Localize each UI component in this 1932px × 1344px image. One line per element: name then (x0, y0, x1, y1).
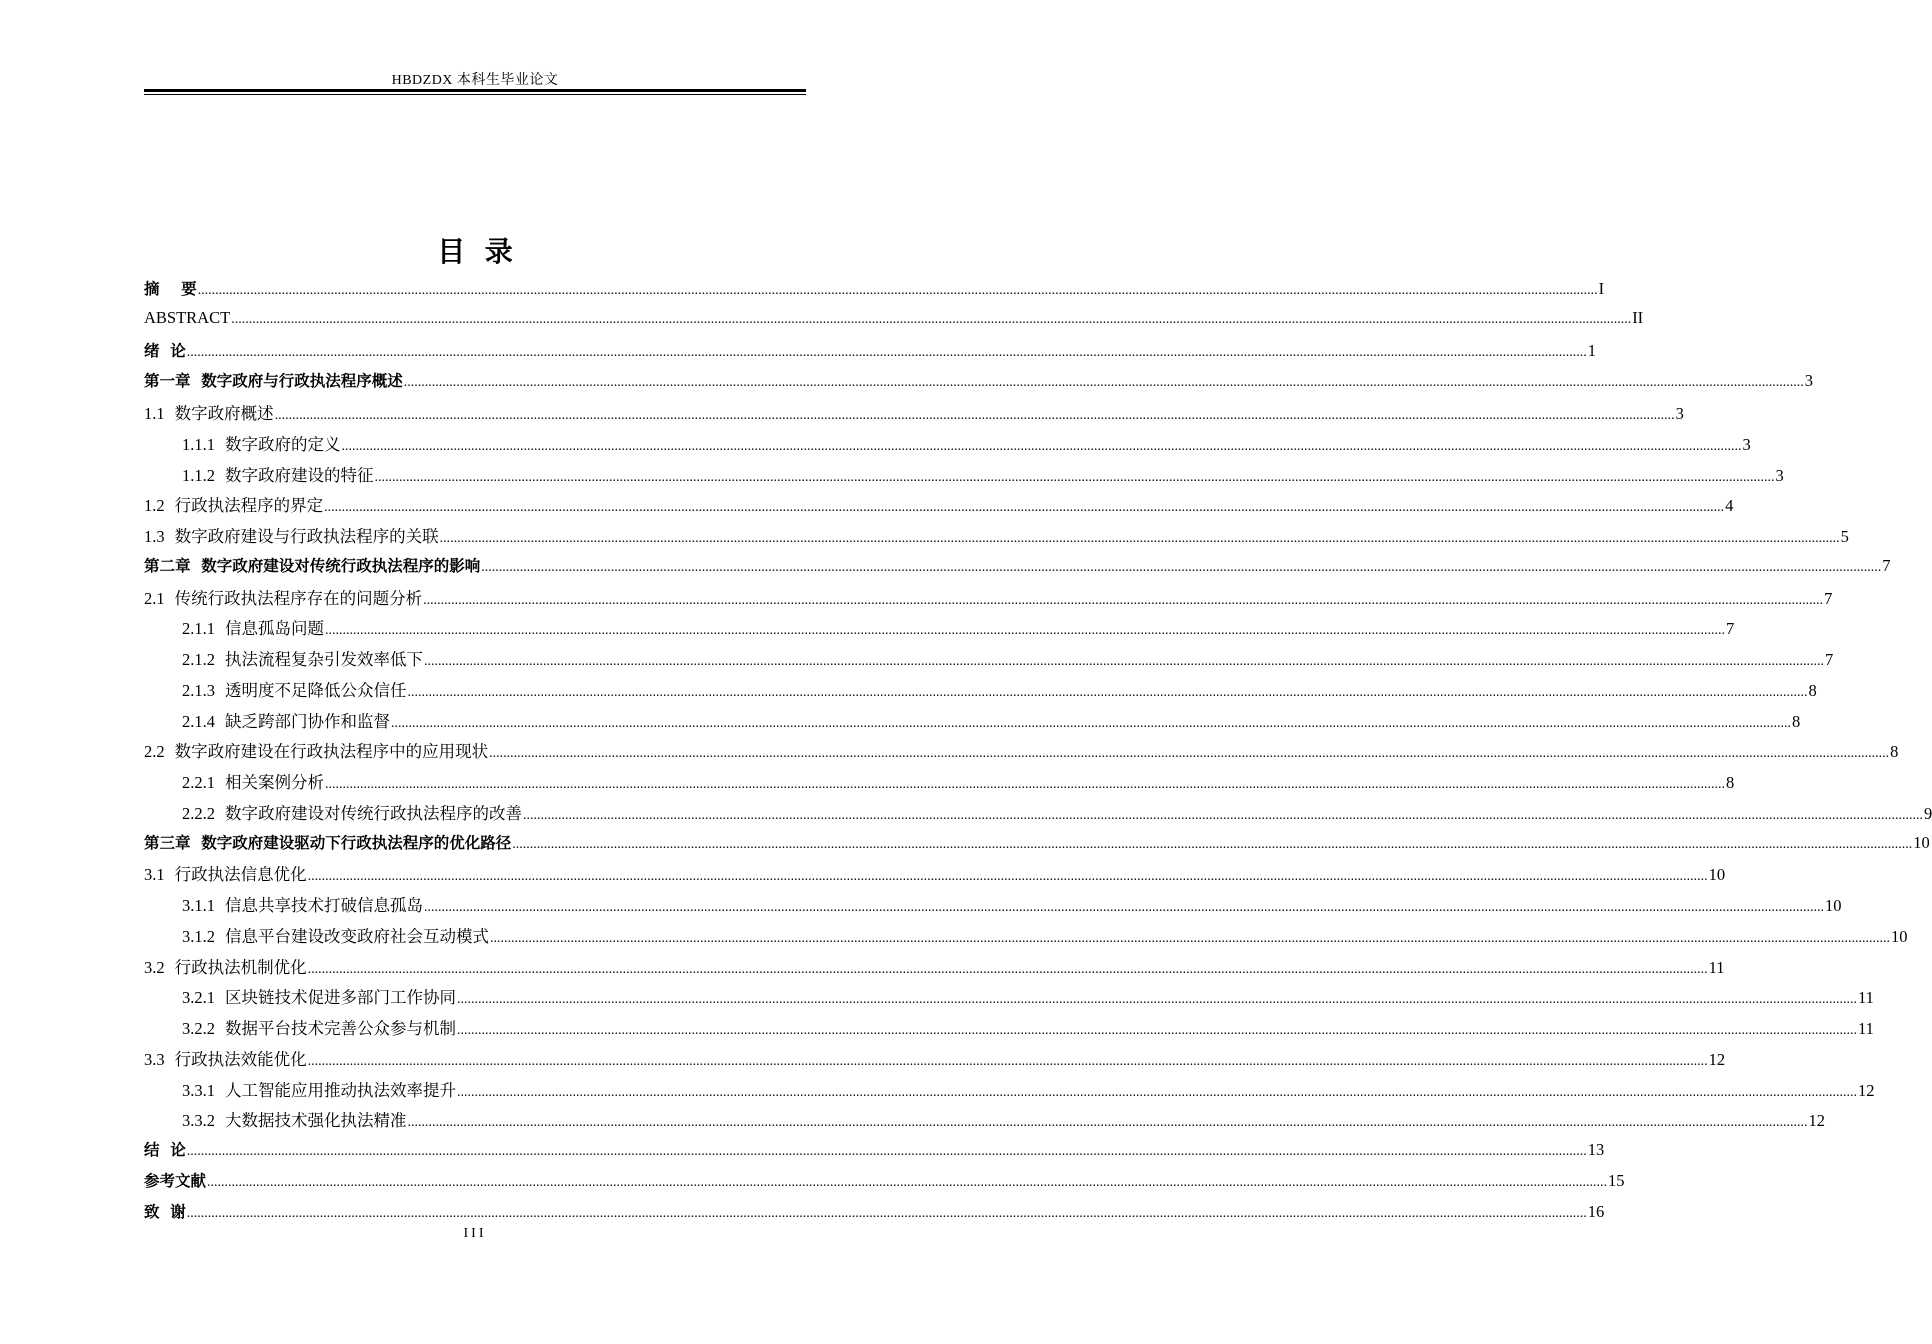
dot-leader: ................................................................................................................................................................................................................................................................................................................................................................................................................ (457, 992, 1857, 1008)
toc-entry-label: 行政执法效能优化 (174, 1049, 307, 1069)
toc-entry-page: 11 (1708, 957, 1725, 977)
toc-entry[interactable] (144, 923, 1908, 954)
toc-entry-page: 12 (1858, 1080, 1875, 1100)
toc-entry-title (144, 1138, 186, 1160)
toc-entry[interactable] (144, 492, 1734, 523)
toc-entry[interactable] (144, 615, 1735, 646)
dot-leader: ................................................................................................................................................................................................................................................................................................................................................................................................................ (307, 961, 1708, 977)
dot-leader: ................................................................................................................................................................................................................................................................................................................................................................................................................ (197, 283, 1598, 298)
toc-entry-page: 8 (1726, 773, 1735, 792)
toc-entry-page: 7 (1825, 650, 1834, 669)
toc-entry[interactable] (144, 677, 1817, 708)
toc-entry-page: 4 (1725, 496, 1734, 516)
toc-entry[interactable] (144, 339, 1597, 370)
toc-entry-label: 数字政府建设在行政执法程序中的应用现状 (174, 742, 489, 762)
toc-entry-label: 相关案例分析 (225, 773, 324, 792)
toc-entry[interactable] (144, 554, 1891, 585)
dot-leader: ................................................................................................................................................................................................................................................................................................................................................................................................................ (490, 930, 1890, 946)
dot-leader: ................................................................................................................................................................................................................................................................................................................................................................................................................ (407, 684, 1808, 700)
toc-entry-label: 第三章 数字政府建设驱动下行政执法程序的优化路径 (144, 833, 512, 852)
toc-entry-number: 3.3.1 (182, 1080, 215, 1100)
toc-entry-label: ABSTRACT (144, 307, 231, 327)
toc-entry-number: 2.1.2 (182, 650, 215, 669)
toc-entry-title (182, 800, 522, 824)
dot-leader: ................................................................................................................................................................................................................................................................................................................................................................................................................ (457, 1023, 1857, 1038)
toc-entry-number: 3.1 (144, 865, 165, 885)
toc-entry-number: 2.2.2 (182, 803, 215, 823)
dot-leader: ................................................................................................................................................................................................................................................................................................................................................................................................................ (231, 311, 1632, 327)
dot-leader: ................................................................................................................................................................................................................................................................................................................................................................................................................ (407, 1115, 1808, 1131)
toc-entry-title (144, 1169, 206, 1191)
toc-entry-number: 2.2 (144, 742, 165, 762)
toc-entry-title (144, 492, 323, 516)
toc-entry-number: 3.1.2 (182, 926, 215, 946)
toc-entry[interactable] (144, 738, 1899, 769)
toc-entry[interactable] (144, 307, 1644, 339)
running-header: HBDZDX 本科生毕业论文 (391, 73, 559, 88)
toc-entry-title (144, 1200, 186, 1222)
toc-entry-number: 2.2.1 (182, 773, 215, 792)
header-rule-thick (144, 89, 806, 92)
toc-entry-number: 2.1 (144, 588, 165, 608)
toc-entry-page: 10 (1891, 926, 1908, 946)
dot-leader: ................................................................................................................................................................................................................................................................................................................................................................................................................ (424, 900, 1824, 915)
dot-leader: ................................................................................................................................................................................................................................................................................................................................................................................................................ (374, 469, 1775, 485)
toc-entry-label: 大数据技术强化执法精准 (225, 1111, 407, 1131)
toc-entry-label: 数字政府的定义 (225, 434, 341, 454)
toc-entry-label: 摘 要 (144, 280, 197, 298)
toc-entry-title (182, 431, 341, 455)
toc-entry-number: 3.2 (144, 957, 165, 977)
dot-leader: ................................................................................................................................................................................................................................................................................................................................................................................................................ (403, 375, 1804, 391)
toc-entry[interactable] (144, 1077, 1875, 1108)
header-rule-thin (144, 94, 806, 95)
dot-leader: ................................................................................................................................................................................................................................................................................................................................................................................................................ (186, 1144, 1587, 1159)
toc-entry-title (182, 1077, 456, 1101)
toc-entry-number: 2.1.3 (182, 680, 215, 700)
toc-entry-number: 1.3 (144, 527, 165, 546)
toc-entry-page: 15 (1608, 1170, 1625, 1190)
toc-entry-title (144, 277, 197, 299)
toc-entry-label: 数字政府建设对传统行政执法程序的改善 (225, 803, 522, 823)
toc-entry-label: 数字政府建设与行政执法程序的关联 (174, 527, 439, 546)
dot-leader: ................................................................................................................................................................................................................................................................................................................................................................................................................ (391, 715, 1791, 731)
toc-entry[interactable] (144, 1046, 1726, 1077)
toc-entry-title (182, 1107, 407, 1131)
toc-entry-label: 数据平台技术完善公众参与机制 (225, 1019, 456, 1038)
toc-entry-page: 8 (1792, 711, 1801, 731)
toc-entry-number: 3.3.2 (182, 1111, 215, 1131)
toc-entry-title (144, 554, 480, 576)
toc-entry-page: 10 (1708, 865, 1726, 885)
toc-entry-title (144, 400, 274, 424)
table-of-contents (144, 277, 1932, 1230)
toc-entry-page: 10 (1825, 896, 1842, 915)
toc-entry[interactable] (144, 431, 1751, 462)
toc-entry[interactable] (144, 708, 1801, 739)
toc-entry-title (144, 738, 488, 762)
dot-leader: ................................................................................................................................................................................................................................................................................................................................................................................................................ (457, 1084, 1857, 1100)
toc-entry-label: 区块链技术促进多部门工作协同 (225, 988, 456, 1008)
toc-entry-page: 3 (1742, 434, 1751, 454)
toc-entry-title (182, 708, 390, 732)
toc-entry-page: 5 (1840, 527, 1849, 546)
toc-entry-page: 3 (1804, 371, 1814, 391)
toc-entry-title (182, 615, 324, 639)
dot-leader: ................................................................................................................................................................................................................................................................................................................................................................................................................ (324, 500, 1725, 516)
toc-entry-title (182, 1015, 456, 1039)
toc-entry-title (144, 369, 403, 391)
toc-entry-title (144, 339, 186, 361)
toc-entry[interactable] (144, 861, 1726, 892)
dot-leader: ................................................................................................................................................................................................................................................................................................................................................................................................................ (325, 777, 1725, 792)
toc-entry-label: 参考文献 (144, 1171, 207, 1190)
dot-leader: ................................................................................................................................................................................................................................................................................................................................................................................................................ (207, 1174, 1608, 1190)
toc-entry-title (144, 1046, 307, 1070)
toc-entry[interactable] (144, 831, 1930, 862)
toc-entry[interactable] (144, 1015, 1874, 1046)
toc-entry-page: 13 (1587, 1140, 1605, 1159)
toc-entry-page: 9 (1924, 803, 1932, 823)
toc-entry-label: 透明度不足降低公众信任 (225, 680, 407, 700)
toc-entry-number: 3.2.1 (182, 988, 215, 1008)
toc-entry-page: I (1598, 279, 1605, 298)
toc-entry-label: 信息共享技术打破信息孤岛 (225, 896, 423, 915)
toc-entry-label: 行政执法信息优化 (174, 865, 307, 885)
dot-leader: ................................................................................................................................................................................................................................................................................................................................................................................................................ (512, 836, 1913, 852)
toc-entry[interactable] (144, 369, 1814, 400)
toc-entry-page: 8 (1890, 742, 1899, 762)
dot-leader: ................................................................................................................................................................................................................................................................................................................................................................................................................ (307, 869, 1708, 885)
toc-entry-title (144, 523, 439, 547)
toc-entry-label: 信息平台建设改变政府社会互动模式 (225, 926, 489, 946)
toc-entry-title (144, 861, 307, 885)
toc-title: 目 录 (437, 235, 513, 268)
dot-leader: ................................................................................................................................................................................................................................................................................................................................................................................................................ (423, 592, 1824, 608)
dot-leader: ................................................................................................................................................................................................................................................................................................................................................................................................................ (481, 559, 1882, 575)
toc-entry-label: 行政执法机制优化 (174, 957, 307, 977)
toc-entry-page: 1 (1587, 340, 1597, 360)
toc-entry-page: 12 (1808, 1111, 1825, 1131)
toc-entry-number: 1.1.2 (182, 465, 215, 485)
toc-entry-number: 3.3 (144, 1049, 165, 1069)
toc-entry-label: 信息孤岛问题 (225, 619, 324, 639)
toc-entry-number: 1.1.1 (182, 434, 215, 454)
toc-entry[interactable] (144, 800, 1932, 831)
toc-entry[interactable] (144, 1138, 1605, 1169)
toc-entry-page: 3 (1775, 465, 1784, 485)
dot-leader: ................................................................................................................................................................................................................................................................................................................................................................................................................ (439, 531, 1840, 546)
toc-entry-label: 执法流程复杂引发效率低下 (225, 650, 423, 669)
toc-entry-label: 行政执法程序的界定 (174, 496, 324, 516)
toc-entry-label: 数字政府建设的特征 (225, 465, 374, 485)
toc-entry[interactable] (144, 1169, 1625, 1200)
toc-entry-title (182, 984, 456, 1008)
toc-entry-label: 传统行政执法程序存在的问题分析 (174, 588, 423, 608)
toc-entry-label: 缺乏跨部门协作和监督 (225, 711, 390, 731)
toc-entry[interactable] (144, 892, 1842, 923)
toc-entry-title (144, 308, 230, 328)
toc-entry[interactable] (144, 769, 1735, 800)
toc-entry[interactable] (144, 1107, 1825, 1138)
dot-leader: ................................................................................................................................................................................................................................................................................................................................................................................................................ (489, 746, 1890, 762)
toc-entry-page: 3 (1675, 404, 1684, 423)
toc-entry[interactable] (144, 462, 1784, 493)
dot-leader: ................................................................................................................................................................................................................................................................................................................................................................................................................ (523, 807, 1923, 823)
toc-entry-title (182, 646, 423, 670)
toc-entry-page: 16 (1587, 1201, 1605, 1221)
dot-leader: ................................................................................................................................................................................................................................................................................................................................................................................................................ (325, 623, 1725, 639)
toc-entry-label: 数字政府概述 (174, 404, 274, 423)
dot-leader: ................................................................................................................................................................................................................................................................................................................................................................................................................ (274, 408, 1675, 423)
dot-leader: ................................................................................................................................................................................................................................................................................................................................................................................................................ (307, 1053, 1708, 1069)
dot-leader: ................................................................................................................................................................................................................................................................................................................................................................................................................ (424, 654, 1824, 669)
toc-entry-page: 7 (1882, 555, 1891, 575)
toc-entry-title (144, 585, 422, 609)
toc-entry[interactable] (144, 400, 1684, 431)
toc-entry-number: 3.1.1 (182, 896, 215, 915)
toc-entry-label: 第一章 数字政府与行政执法程序概述 (144, 372, 403, 391)
dot-leader: ................................................................................................................................................................................................................................................................................................................................................................................................................ (186, 344, 1587, 360)
toc-entry-title (182, 892, 423, 916)
toc-entry-title (182, 462, 374, 486)
toc-entry-page: 7 (1726, 619, 1735, 639)
toc-entry-page: 11 (1858, 988, 1874, 1008)
toc-entry-label: 结 论 (144, 1141, 186, 1159)
toc-entry-number: 3.2.2 (182, 1019, 215, 1038)
toc-entry-number: 2.1.1 (182, 619, 215, 639)
toc-entry[interactable] (144, 954, 1725, 985)
toc-entry-title (182, 677, 407, 701)
page-number: III (463, 1226, 487, 1241)
toc-entry-title (144, 831, 511, 853)
toc-entry-label: 绪 论 (144, 341, 186, 360)
toc-entry-page: 7 (1824, 588, 1833, 608)
toc-entry-page: 12 (1708, 1049, 1726, 1069)
dot-leader: ................................................................................................................................................................................................................................................................................................................................................................................................................ (341, 438, 1742, 454)
toc-entry-title (144, 954, 307, 978)
toc-entry-title (182, 923, 489, 947)
toc-entry-label: 致 谢 (144, 1202, 186, 1221)
toc-entry-number: 1.1 (144, 404, 165, 423)
toc-entry-title (182, 769, 324, 793)
toc-entry[interactable] (144, 585, 1833, 616)
toc-entry-page: 11 (1858, 1019, 1874, 1038)
toc-entry-label: 第二章 数字政府建设对传统行政执法程序的影响 (144, 556, 481, 575)
toc-entry[interactable] (144, 277, 1605, 308)
toc-entry[interactable] (144, 646, 1834, 677)
dot-leader: ................................................................................................................................................................................................................................................................................................................................................................................................................ (186, 1205, 1587, 1221)
toc-entry[interactable] (144, 984, 1874, 1015)
toc-entry[interactable] (144, 523, 1849, 554)
toc-entry-label: 人工智能应用推动执法效率提升 (225, 1080, 456, 1100)
toc-entry-number: 2.1.4 (182, 711, 215, 731)
toc-entry-page: II (1632, 307, 1644, 327)
toc-entry-page: 10 (1913, 832, 1930, 852)
toc-entry-page: 8 (1808, 680, 1817, 700)
toc-entry-number: 1.2 (144, 496, 165, 516)
